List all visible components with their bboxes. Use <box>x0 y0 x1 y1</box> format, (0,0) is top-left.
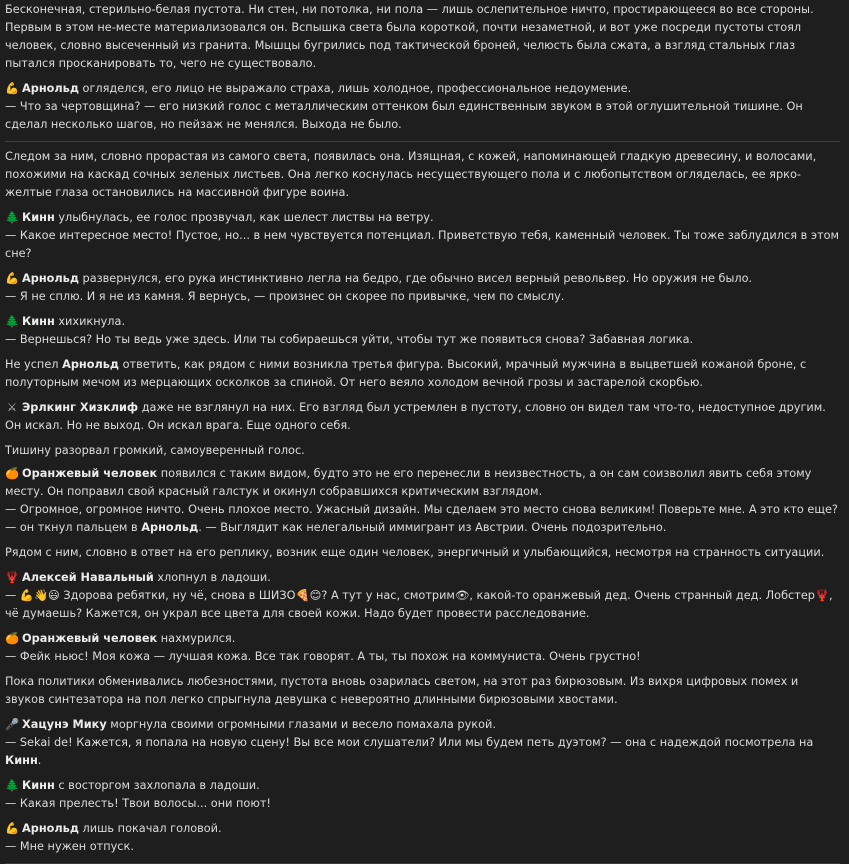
msg-orange-1: 🍊 Оранжевый человек появился с таким видом, будто это не его перенесли в неизвестность, а он сам соизволил явить себя этому месту. Он поправил свой красный галстук и окинул собравшихся критическим взглядом. — Огромное, огромное ничто. Очень плохое место. Ужасный дизайн. Мы сделаем это место снова великим! Поверьте мне. А это кто еще? — он ткнул пальцем в Арнольд. — Выглядит как нелегальный иммигрант из Австрии. Очень подозрительно. <box>5 467 838 534</box>
speaker-name: Кинн <box>22 315 55 328</box>
msg-kinn-2: 🌲 Кинн хихикнула. — Вернешься? Но ты ведь уже здесь. Или ты собираешься уйти, чтобы тут же появиться снова? Забавная логика. <box>5 315 694 346</box>
speaker-name: Арнольд <box>22 822 79 835</box>
msg-orange-2: 🍊 Оранжевый человек нахмурился. — Фейк ньюс! Моя кожа — лучшая кожа. Все так говорят. А ты, ты похож на коммуниста. Очень грустно! <box>5 632 641 663</box>
narration-6: Пока политики обменивались любезностями, пустота вновь озарилась светом, на этот раз бирюзовым. Из вихря цифровых помех и звуков синтезатора на пол легко спрыгнула девушка с невероятно длинными бирюзовыми хвостами. <box>5 675 799 706</box>
flexed-biceps-icon: 💪 <box>5 822 20 835</box>
msg-arnold-3: 💪 Арнольд лишь покачал головой. — Мне нужен отпуск. <box>5 822 222 853</box>
speaker-name: Эрлкинг Хизклиф <box>22 401 139 414</box>
tangerine-icon: 🍊 <box>5 632 20 645</box>
waving-hand-icon: 👋 <box>33 589 49 602</box>
grinning-face-icon: 😊 <box>309 589 322 602</box>
speaker-name: Оранжевый человек <box>22 632 158 645</box>
msg-navalny-1: 🦞 Алексей Навальный хлопнул в ладоши. — 💪👋😃 Здорова ребятки, ну чё, снова в ШИЗО🍕😊? А тут у нас, смотрим👁, какой-то оранжевый дед. Очень странный дед. Лобстер🦞, чё думаешь? Кажется, он украл все цвета для своей кожи. Надо будет провести расследование. <box>5 571 833 620</box>
msg-arnold-1: 💪 Арнольд огляделся, его лицо не выражало страха, лишь холодное, профессиональное недоумение. — Что за чертовщина? — его низкий голос с металлическим оттенком был единственным звуком в этой оглушительной тишине. Он сделал несколько шагов, но пейзаж не менялся. Выхода не было. <box>5 82 803 131</box>
flexed-biceps-icon: 💪 <box>5 272 20 285</box>
microphone-icon: 🎤 <box>5 718 20 731</box>
speaker-name: Арнольд <box>22 272 79 285</box>
speaker-name: Оранжевый человек <box>22 467 158 480</box>
msg-miku-1: 🎤 Хацунэ Мику моргнула своими огромными глазами и весело помахала рукой. — Sekai de! Кажется, я попала на новую сцену! Вы все мои слушатели? Или мы будем петь дуэтом? — она с надеждой посмотрела на Кинн. <box>5 718 814 767</box>
flexed-biceps-icon: 💪 <box>19 589 34 602</box>
narration-2: Следом за ним, словно прорастая из самого света, появилась она. Изящная, с кожей, напоминающей гладкую древесину, и волосами, похожими на каскад сочных зеленых листьев. Она легко коснулась несуществующего пола и с любопытством огляделась, ее ярко-желтые глаза остановились на массивной фигуре воина. <box>5 150 817 199</box>
tree-icon: 🌲 <box>5 315 20 328</box>
eye-icon: 👁 <box>454 589 470 602</box>
speaker-name: Арнольд <box>22 82 79 95</box>
narration-3: Не успел Арнольд ответить, как рядом с ними возникла третья фигура. Высокий, мрачный мужчина в выцветшей кожаной броне, с полуторным мечом из мерцающих осколков за спиной. От него веяло холодом вечной грозы и застарелой скорбью. <box>5 358 807 389</box>
speaker-name: Хацунэ Мику <box>22 718 107 731</box>
speaker-name: Кинн <box>22 211 55 224</box>
lobster-icon: 🦞 <box>5 571 20 584</box>
msg-erlking-1: ⚔ Эрлкинг Хизклиф даже не взглянул на них. Его взгляд был устремлен в пустоту, словно он видел там что-то, недоступное другим. Он искал. Но не выход. Он искал врага. Еще одного себя. <box>5 401 826 432</box>
smiling-face-icon: 😃 <box>48 589 60 602</box>
narration-4: Тишину разорвал громкий, самоуверенный голос. <box>5 444 305 457</box>
narration-1: Бесконечная, стерильно-белая пустота. Ни стен, ни потолка, ни пола — лишь ослепительное ничто, простирающееся во все стороны. Первым в этом не-месте материализовался он. Вспышка света была короткой, почти незаметной, и вот уже посреди пустоты стоял человек, словно высеченный из гранита. Мышцы бугрились под тактической броней, челюсть была сжата, а взгляд стальных глаз пытался просканировать то, чего не существовало. <box>5 3 814 70</box>
lobster-icon: 🦞 <box>814 589 830 602</box>
separator <box>5 141 840 142</box>
flexed-biceps-icon: 💪 <box>5 82 20 95</box>
speaker-name: Алексей Навальный <box>22 571 154 584</box>
tangerine-icon: 🍊 <box>5 467 20 480</box>
crossed-swords-icon: ⚔ <box>6 401 18 414</box>
msg-kinn-1: 🌲 Кинн улыбнулась, ее голос прозвучал, как шелест листвы на ветру. — Какое интересное место! Пустое, но... в нем чувствуется потенциал. Приветствую тебя, каменный человек. Ты тоже заблудился в этом сне? <box>5 211 840 260</box>
narration-5: Рядом с ним, словно в ответ на его реплику, возник еще один человек, энергичный и улыбающийся, несмотря на странность ситуации. <box>5 546 825 559</box>
pizza-icon: 🍕 <box>295 589 310 602</box>
msg-arnold-2: 💪 Арнольд развернулся, его рука инстинктивно легла на бедро, где обычно висел верный револьвер. Но оружия не было. — Я не сплю. И я не из камня. Я вернусь, — произнес он скорее по привычке, чем по смыслу. <box>5 272 753 303</box>
tree-icon: 🌲 <box>5 211 20 224</box>
tree-icon: 🌲 <box>5 779 20 792</box>
speaker-name: Кинн <box>22 779 55 792</box>
msg-kinn-3: 🌲 Кинн с восторгом захлопала в ладоши. — Какая прелесть! Твои волосы... они поют! <box>5 779 271 810</box>
